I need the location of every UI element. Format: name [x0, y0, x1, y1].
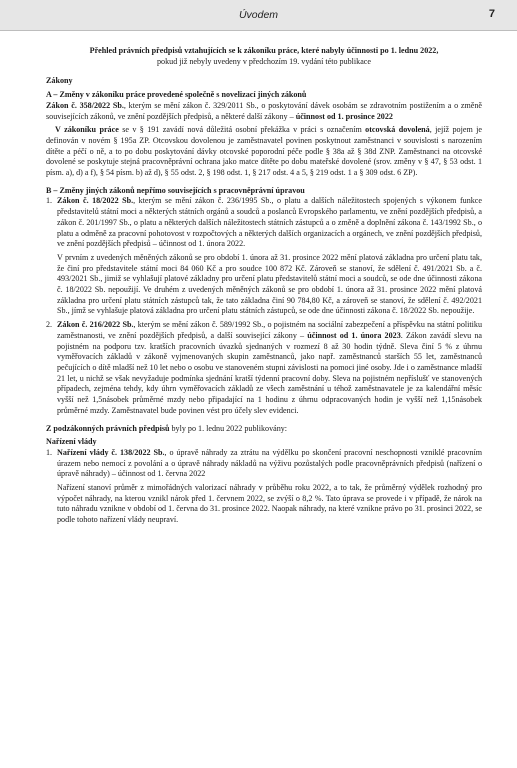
intro-line-1: Přehled právních předpisů vztahujících se k zákoníku práce, které nabyly účinnosti po 1. lednu 2022,	[89, 46, 439, 55]
section-b-item-1-ref: Zákon č. 18/2022 Sb.	[57, 196, 134, 206]
section-b-item-2-effect: účinnost od 1. února 2023	[307, 330, 401, 340]
section-b-item-1-law	[57, 196, 482, 250]
sub-section-lead-rest: byly po 1. lednu 2022 publikovány:	[169, 423, 288, 433]
section-a-law-text: , kterým se mění zákon č. 329/2011 Sb., o poskytování dávek osobám se zdravotním postižením a o změně souvisejících zákonů, ve znění pozdějších předpisů, a některé další zákony –	[46, 100, 482, 121]
sub-section-item-1-paragraph: Nařízení stanoví průměr z mimořádných valorizací náhrady v průběhu roku 2022, a to tak, že průměrný výdělek rozhodný pro výpočet náhrady, na kterou vznikl nárok před 1. červnem 2022, se zvýší o 8,2 %. Tato úprava se provede i v případě, že nárok na tuto náhradu vznikne v období od 1. června do 31. prosince 2022. Naopak náhrady, na které vznikne právo po 31. prosinci 2022, se podle tohoto nařízení vlády neupraví.	[57, 483, 482, 525]
section-b-item-1-paragraph: V prvním z uvedených měněných zákonů se pro období 1. února až 31. prosince 2022 mění platová základna pro určení platu tak, že činí pro představitele státní moci 84 060 Kč a pro soudce 100 872 Kč. Zároveň se stanoví, že sdělení č. 491/2021 Sb. a č. 493/2021 Sb., jimiž se vyhlašují platové základny pro určení platu představitelů státní moci a soudců, se ode dne účinnosti zákona č. 18/2022 Sb. nepoužijí. Ve druhém z uvedených měněných zákonů se pro období 1. února až 31. prosince 2022 mění platová základna pro určení platu státních zástupců tak, že tato základna činí 90 784,80 Kč, a zároveň se stanoví, že sdělení č. 492/2021 Sb., jímž se vyhlašuje platová základna pro určení platu státních zástupců, se ode dne účinnosti zákona č. 18/2022 Sb. nepoužije.	[57, 252, 482, 316]
section-b-item-2-law	[57, 320, 482, 416]
section-a-para-term: otcovská dovolená	[365, 125, 430, 135]
list-item-body	[57, 320, 482, 416]
list-number: 2.	[46, 320, 53, 330]
intro-line-2: pokud již nebyly uvedeny v předchozím 19. vydání této publikace	[157, 56, 371, 66]
list-number: 1.	[46, 196, 53, 206]
running-header-title: Úvodem	[238, 9, 279, 21]
sub-section-item-1-ref: Nařízení vlády č. 138/2022 Sb.	[57, 447, 165, 457]
section-a-para-label: V zákoníku práce	[55, 125, 119, 135]
section-zakony-heading: Zákony	[46, 76, 73, 86]
sub-section-heading: Nařízení vlády	[46, 437, 97, 447]
sub-section-lead-bold: Z podzákonných právních předpisů	[46, 423, 170, 433]
section-a-law-ref: Zákon č. 358/2022 Sb.	[46, 100, 124, 110]
section-a-law-effect: účinnost od 1. prosince 2022	[295, 111, 393, 121]
list-item-body	[57, 448, 482, 526]
section-b-item-2-text-2: . Zákon zavádí slevu na pojistném na podporu tzv. kratších pracovních úvazků sjednaných v rozmezí 8 až 30 hodin týdně. Sleva činí 5 % z úhrnu vyměřovacích základů v zákoně vyjmenovaných skupin zaměstnanců, jako např. zaměstnanců starších 55 let, zaměstnanců pečujících o dítě mladší než 10 let nebo o osobu ve stanoveném stupni závislosti na pomoci jiné osoby. Jde i o zaměstnance mladší 21 let, u nichž se však nevyžaduje podmínka sjednání kratší týdenní pracovní doby. Sleva na pojistném nepříslušť ve stanovených případech, zejména tehdy, kdy úhrn vyměřovacích základů ze všech zaměstnání u téhož zaměstnavatele je za kalendářní měsíc vyšší než 1,5násobek průměrné mzdy nebo připadající na 1 hodinu z úhrnu odpracovaných hodin je vyšší než 1,15násobek průměrné mzdy. Zaměstnavatel bude povinen vést pro účely slev evidenci.	[57, 330, 483, 415]
section-a-para-text-2: , jejíž pojem je definován v novém § 195a ZP. Otcovskou dovolenou je zaměstnavatel povinen poskytnout zaměstnanci v souvislosti s narozením dítěte a péčí o ně, a to po dobu poskytování dávky otcovské poporodní péče podle § 38a až § 38d ZNP. Zaměstnanci na otcovské dovolené se poskytuje stejná pracovněprávní ochrana jako matce dítěte po dobu mateřské dovolené (srov. změny v § 47, § 53 odst. 1 písm. a), d) a f), § 54 písm. b) až d), § 55 odst. 2, § 198 odst. 1, § 217 odst. 4 a 5, § 219 odst. 1 a § 309 odst. 6 ZP).	[46, 125, 482, 178]
section-b-item-2-ref: Zákon č. 216/2022 Sb.	[57, 320, 134, 330]
sub-section-item-1-law	[57, 448, 482, 480]
sub-section-item-1-text: , o úpravě náhrady za ztrátu na výdělku po skončení pracovní neschopnosti vzniklé pracovním úrazem nebo nemocí z povolání a o úpravě náhrady nákladů na výživu pozůstalých podle pracovněprávních předpisů (nařízení o úpravě náhrady) – účinnost od 1. června 2022	[57, 447, 482, 479]
section-a-heading: A – Změny v zákoníku práce provedené společně s novelizací jiných zákonů	[46, 90, 307, 100]
page-content	[46, 46, 482, 526]
list-item-body	[57, 196, 482, 317]
page-number: 7	[488, 8, 495, 20]
sub-section-lead	[46, 424, 482, 435]
running-header	[0, 0, 517, 31]
list-number: 1.	[46, 447, 53, 457]
section-b-item-1	[46, 196, 482, 317]
section-b-item-1-text: , kterým se mění zákon č. 236/1995 Sb., o platu a dalších náležitostech spojených s výkonem funkce představitelů státní moci a některých státních orgánů a soudců a poslanců Evropského parlamentu, ve znění pozdějších předpisů, a zákon č. 201/1997 Sb., o platu a některých dalších náležitostech státních zástupců a o změně a doplnění zákona č. 143/1992 Sb., o platu a odměně za pracovní pohotovost v rozpočtových a některých dalších organizacích a orgánech, ve znění pozdějších předpisů, ve znění pozdějších předpisů – účinnost od 1. února 2022.	[57, 196, 482, 249]
intro-heading	[46, 46, 482, 67]
section-a-law	[46, 101, 482, 122]
section-a-paragraph	[46, 125, 482, 179]
section-b-item-2-text: , kterým se mění zákon č. 589/1992 Sb., o pojistném na sociální zabezpečení a příspěvku na státní politiku zaměstnanosti, ve znění pozdějších předpisů, a další související zákony –	[57, 320, 482, 340]
section-a-para-text-1: se v § 191 zavádí nová důležitá osobní překážka v práci s označením	[118, 125, 366, 135]
section-b-item-2	[46, 320, 482, 416]
section-b-heading: B – Změny jiných zákonů nepřímo souvisejících s pracovněprávní úpravou	[46, 185, 305, 195]
sub-section-item-1	[46, 448, 482, 526]
